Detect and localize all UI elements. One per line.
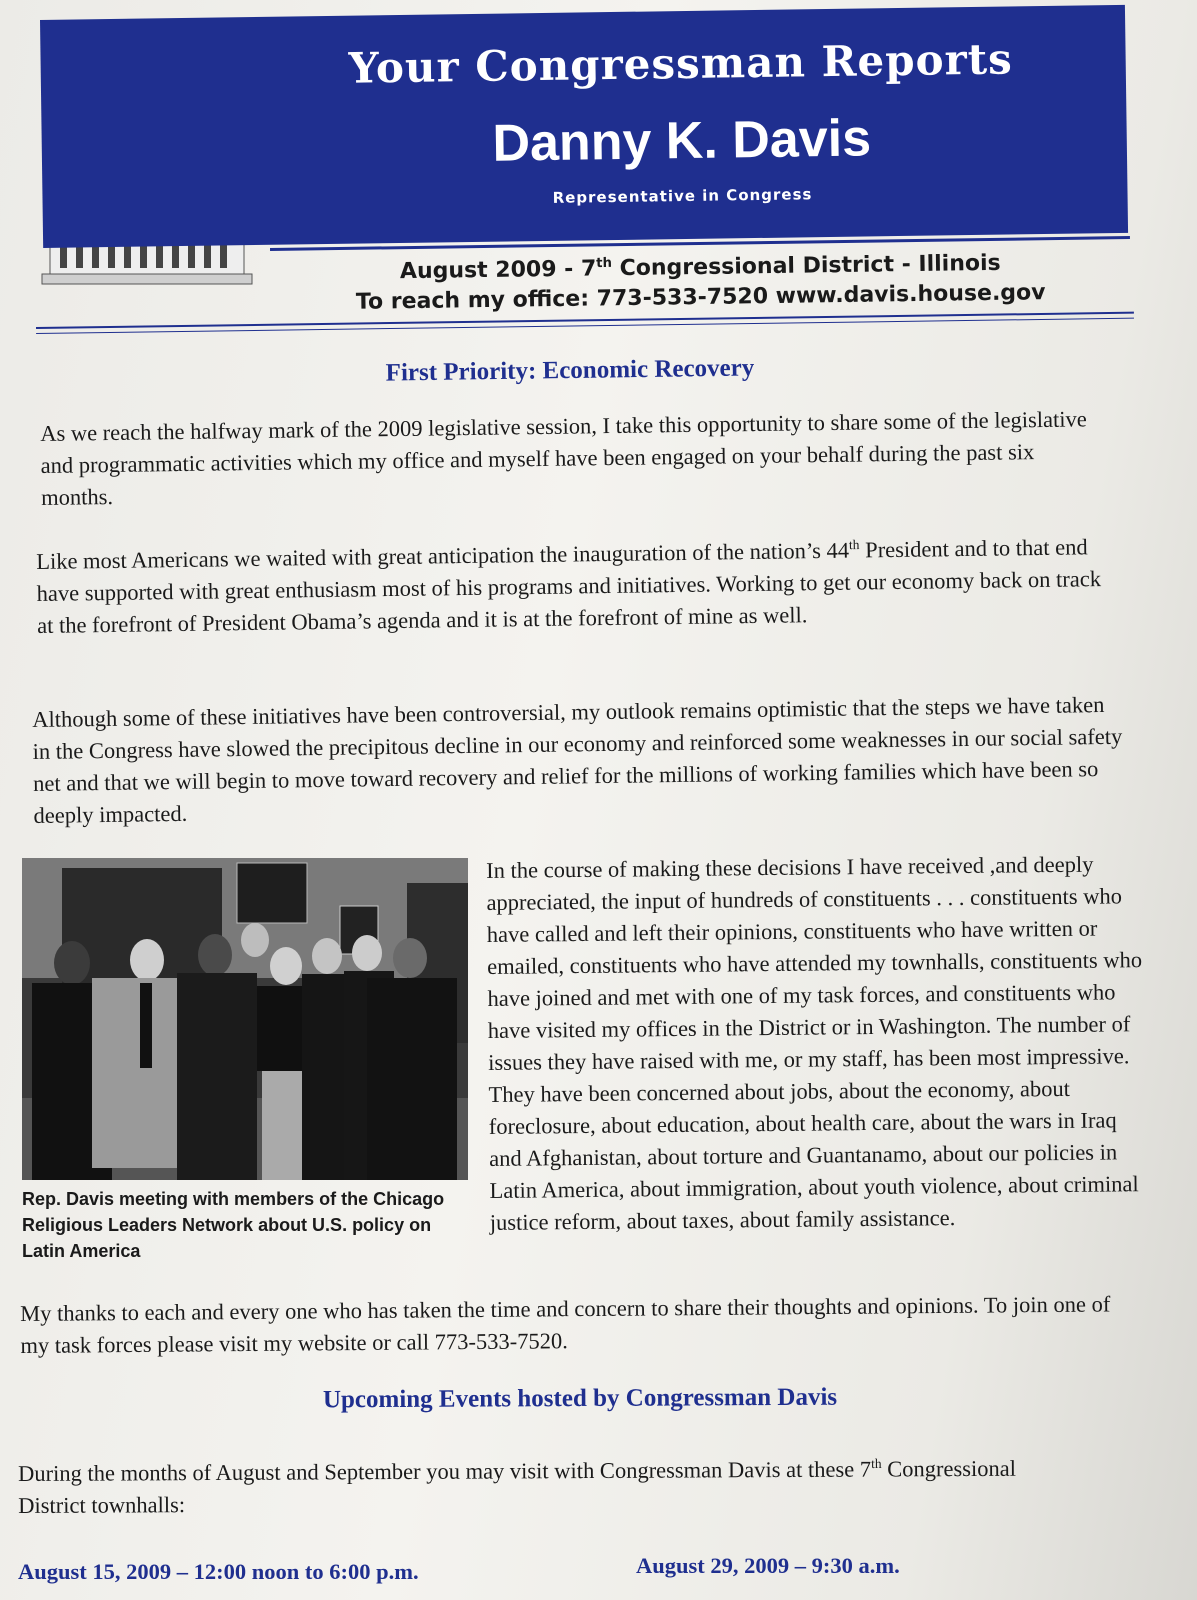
paragraph-1: As we reach the halfway mark of the 2009 legislative session, I take this opportunity to share some of the legislative and programmatic activities which my office and myself have been engaged on your behalf during the past six months. (40, 406, 1087, 510)
meeting-photo (22, 858, 468, 1180)
events-heading: Upcoming Events hosted by Congressman Davis (322, 1383, 838, 1414)
date-line-text: August 2009 - 7 (399, 256, 597, 285)
paragraph-4: In the course of making these decisions I have received ,and deeply appreciated, the input of hundreds of constituents . . . constituents who have called and left their opinions, constituents who have written or emailed, constituents who have attended my townhalls, constituents who have joined and met with one of my task forces, and constituents who have visited my offices in the District or in Washington. The number of issues they have raised with me, or my staff, has been most impressive. They have been concerned about jobs, about the economy, about foreclosure, about education, about health care, about the wars in Iraq and Afghanistan, about torture and Guantanamo, about our policies in Latin America, about immigration, about youth violence, about criminal justice reform, about taxes, about family assistance. (486, 851, 1143, 1235)
paragraph-2-text-continued: President and to that end have supported with great enthusiasm most of his programs and initiatives. Working to get our economy back on track at the forefront of President Obama’s agenda and it is at the forefront of mine as well. (36, 534, 1102, 638)
paragraph-2-text: Like most Americans we waited with great anticipation the inauguration of the nation’s 44 (36, 537, 850, 574)
events-intro-superscript: th (871, 1455, 882, 1472)
events-intro-text-continued: Congressional District townhalls: (18, 1455, 1017, 1518)
paragraph-2 (36, 531, 1117, 642)
date-line-superscript: th (596, 255, 613, 272)
paragraph-3: Although some of these initiatives have been controversial, my outlook remains optimistic that the steps we have taken in the Congress have slowed the precipitous decline in our economy and reinforced some weaknesses in our social safety net and that we will begin to move toward recovery and relief for the millions of working families which have been so deeply impacted. (32, 692, 1123, 828)
events-intro (18, 1452, 1078, 1522)
masthead-banner (40, 5, 1128, 248)
events-intro-text: During the months of August and September you may visit with Congressman Davis at these 7 (18, 1456, 872, 1486)
event-1: August 15, 2009 – 12:00 noon to 6:00 p.m. (18, 1559, 419, 1584)
date-line-district: Congressional District - Illinois (611, 250, 1001, 282)
congressman-role: Representative in Congress (552, 185, 813, 207)
masthead-subheader (270, 236, 1131, 319)
contact-line: To reach my office: 773-533-7520 www.davis.house.gov (355, 280, 1046, 315)
congressman-name: Danny K. Davis (492, 109, 872, 173)
paragraph-5: My thanks to each and every one who has taken the time and concern to share their thoughts and opinions. To join one of my task forces please visit my website or call 773-533-7520. (20, 1291, 1111, 1358)
newsletter-title: Your Congressman Reports (348, 34, 1014, 93)
event-2: August 29, 2009 – 9:30 a.m. (636, 1553, 900, 1578)
article-heading: First Priority: Economic Recovery (385, 354, 755, 387)
meeting-photo-image (22, 858, 468, 1180)
photo-caption: Rep. Davis meeting with members of the Chicago Religious Leaders Network about U.S. policy on Latin America (22, 1189, 445, 1261)
paragraph-2-superscript: th (848, 537, 860, 553)
